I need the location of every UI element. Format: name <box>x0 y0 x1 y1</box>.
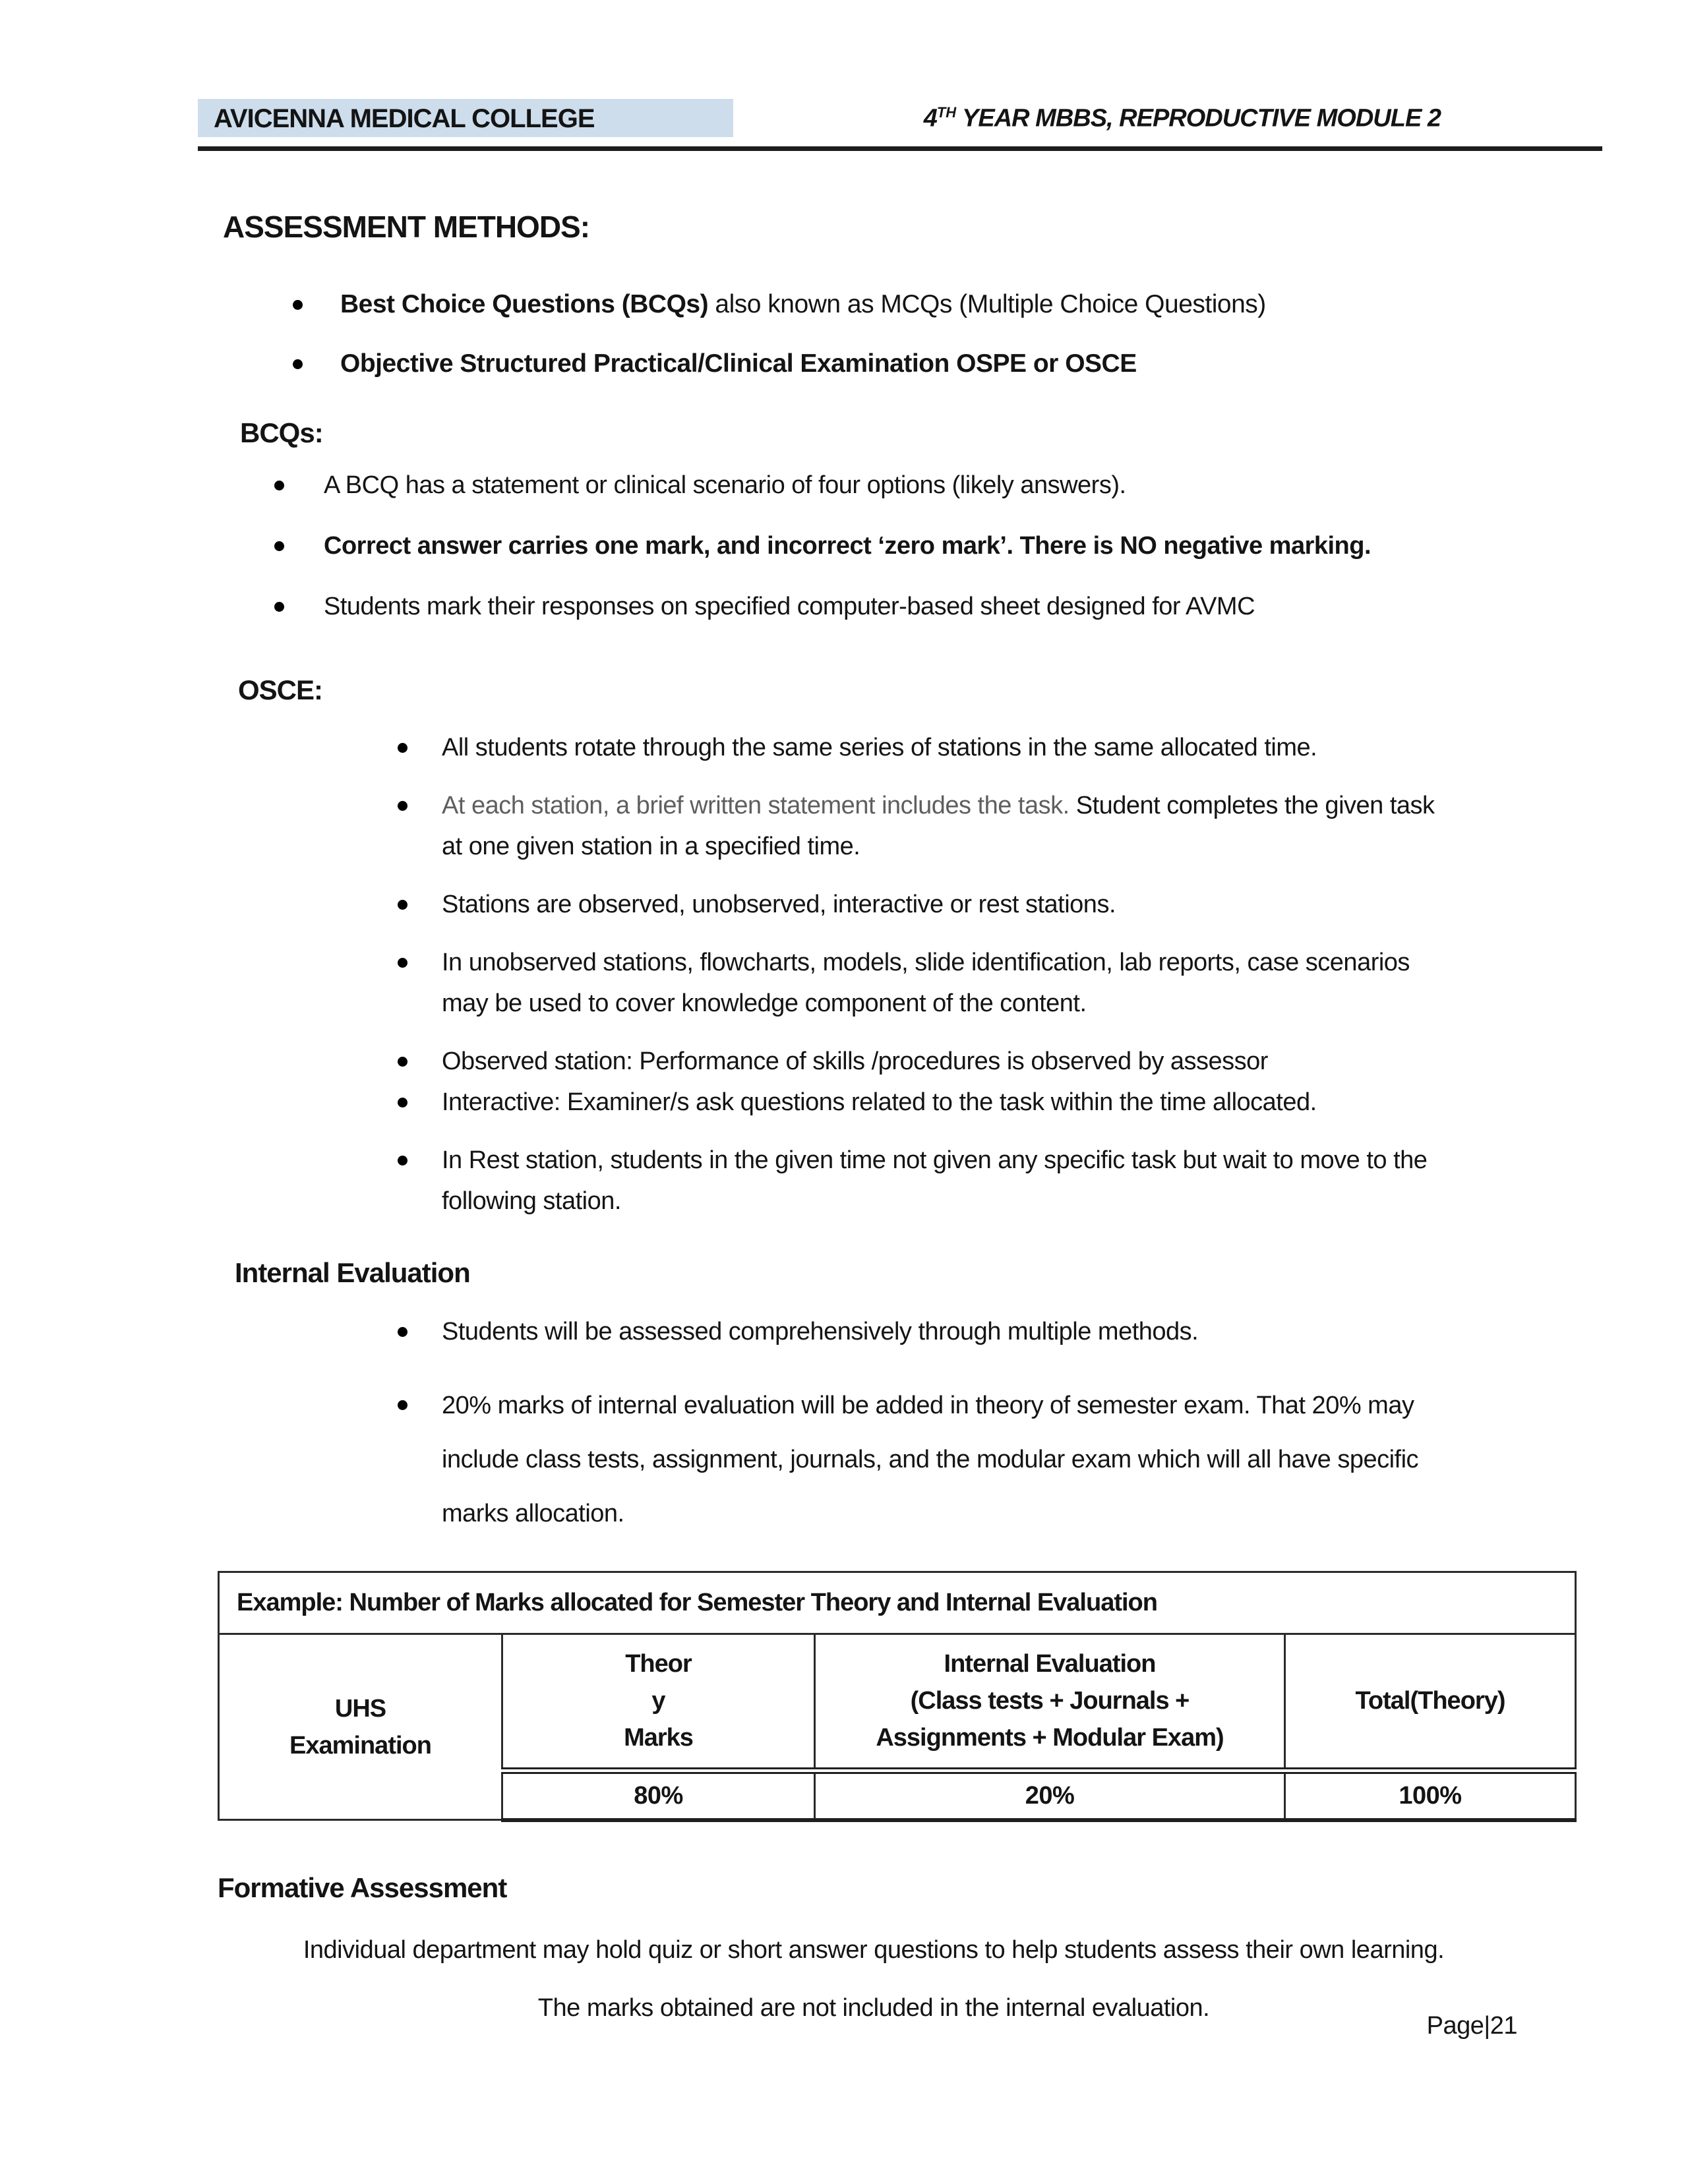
list-item-text: Observed station: Performance of skills /procedures is observed by assessor <box>442 1048 1268 1075</box>
list-item-text: In unobserved stations, flowcharts, models, slide identification, lab reports, case scenarios may be used to cover knowledge component of the content. <box>442 949 1410 1017</box>
list-item-text: 20% marks of internal evaluation will be added in theory of semester exam. That 20% may include class tests, assignment, journals, and the modular exam which will all have specific marks allocation. <box>442 1392 1419 1527</box>
section-heading-osce: OSCE: <box>238 674 323 705</box>
list-item-text: Students mark their responses on specified computer-based sheet designed for AVMC <box>324 593 1255 620</box>
list-item <box>293 343 1602 384</box>
list-item <box>398 942 1602 1024</box>
table-value-internal: 20% <box>815 1771 1285 1820</box>
list-item <box>274 525 1602 566</box>
list-item <box>398 1140 1602 1222</box>
list-item-text: In Rest station, students in the given time not given any specific task but wait to move to the following station. <box>442 1146 1428 1215</box>
list-item-text: All students rotate through the same series of stations in the same allocated time. <box>442 734 1317 761</box>
bullet-marker <box>398 942 442 1024</box>
list-item <box>398 1378 1602 1541</box>
header-line: y <box>651 1687 665 1715</box>
station-task-black-part: Student completes the given task at one given station in a specified time. <box>442 792 1435 860</box>
header-line: Theor <box>625 1650 692 1678</box>
list-item-text: Correct answer carries one mark, and incorrect ‘zero mark’. There is NO negative marking. <box>324 532 1372 560</box>
list-item-text <box>442 785 1454 867</box>
bullet-marker <box>398 1140 442 1222</box>
bcq-rest-part: also known as MCQs (Multiple Choice Questions) <box>708 290 1266 318</box>
bcq-bold-part: Best Choice Questions (BCQs) <box>340 290 709 318</box>
table-value-theory: 80% <box>502 1771 815 1820</box>
bullet-marker <box>274 465 324 506</box>
header-line: (Class tests + Journals + <box>910 1687 1190 1715</box>
bullet-marker <box>398 1082 442 1123</box>
bullet-marker <box>398 1311 442 1352</box>
table-header-internal-evaluation <box>815 1634 1285 1771</box>
module-prefix: 4 <box>923 104 937 133</box>
header-line: UHS <box>334 1694 386 1723</box>
assessment-methods-list <box>198 284 1602 384</box>
list-item-text: Interactive: Examiner/s ask questions related to the task within the time allocated. <box>442 1088 1317 1116</box>
document-header <box>198 99 1602 151</box>
marks-table <box>218 1571 1577 1822</box>
module-title <box>924 99 1441 133</box>
header-line: Examination <box>289 1731 431 1759</box>
station-task-gray-part: At each station, a brief written statement includes the task. <box>442 792 1070 819</box>
bullet-marker <box>398 727 442 768</box>
list-item <box>293 284 1602 325</box>
bullet-marker <box>398 1378 442 1541</box>
college-name: AVICENNA MEDICAL COLLEGE <box>198 99 733 137</box>
list-item <box>274 465 1602 506</box>
section-heading-formative: Formative Assessment <box>218 1872 507 1903</box>
table-caption-row <box>219 1572 1576 1634</box>
list-item <box>398 884 1602 925</box>
bullet-marker <box>398 1041 442 1082</box>
table-value-total: 100% <box>1285 1771 1576 1820</box>
list-item <box>398 1311 1602 1352</box>
header-line: Internal Evaluation <box>944 1650 1156 1678</box>
internal-evaluation-list <box>198 1311 1602 1541</box>
module-rest: YEAR MBBS, REPRODUCTIVE MODULE 2 <box>956 104 1441 133</box>
list-item-text: Objective Structured Practical/Clinical Examination OSPE or OSCE <box>340 349 1137 378</box>
list-item-text: Students will be assessed comprehensively through multiple methods. <box>442 1318 1199 1345</box>
list-item <box>274 586 1602 627</box>
table-header-theory-marks <box>502 1634 815 1771</box>
bullet-marker <box>274 525 324 566</box>
list-item-text <box>340 284 1602 325</box>
bcqs-list <box>198 465 1602 627</box>
table-caption: Example: Number of Marks allocated for Semester Theory and Internal Evaluation <box>219 1572 1576 1634</box>
table-header-uhs <box>219 1634 502 1820</box>
list-item-text: A BCQ has a statement or clinical scenario of four options (likely answers). <box>324 471 1126 499</box>
section-heading-bcqs: BCQs: <box>240 417 323 448</box>
list-item <box>398 1082 1602 1123</box>
bullet-marker <box>274 586 324 627</box>
bullet-marker <box>398 884 442 925</box>
table-header-row <box>219 1634 1576 1771</box>
header-line: Assignments + Modular Exam) <box>876 1724 1224 1752</box>
page-number: Page|21 <box>1426 2012 1517 2040</box>
formative-paragraph: Individual department may hold quiz or short answer questions to help students assess their own learning. The marks obtained are not included in the internal evaluation. <box>303 1935 1445 2022</box>
list-item <box>398 727 1602 768</box>
module-ordinal-sup: TH <box>936 104 957 121</box>
section-heading-internal-evaluation: Internal Evaluation <box>235 1257 470 1288</box>
header-line: Total(Theory) <box>1355 1687 1505 1715</box>
osce-list <box>198 727 1602 1222</box>
table-header-total-theory <box>1285 1634 1576 1771</box>
bullet-marker <box>293 343 340 384</box>
header-line: Marks <box>624 1724 693 1752</box>
list-item-text: Stations are observed, unobserved, interactive or rest stations. <box>442 891 1116 918</box>
page-title: ASSESSMENT METHODS: <box>223 210 590 244</box>
bullet-marker <box>398 785 442 867</box>
list-item <box>398 785 1602 867</box>
bullet-marker <box>293 284 340 325</box>
list-item <box>398 1041 1602 1082</box>
